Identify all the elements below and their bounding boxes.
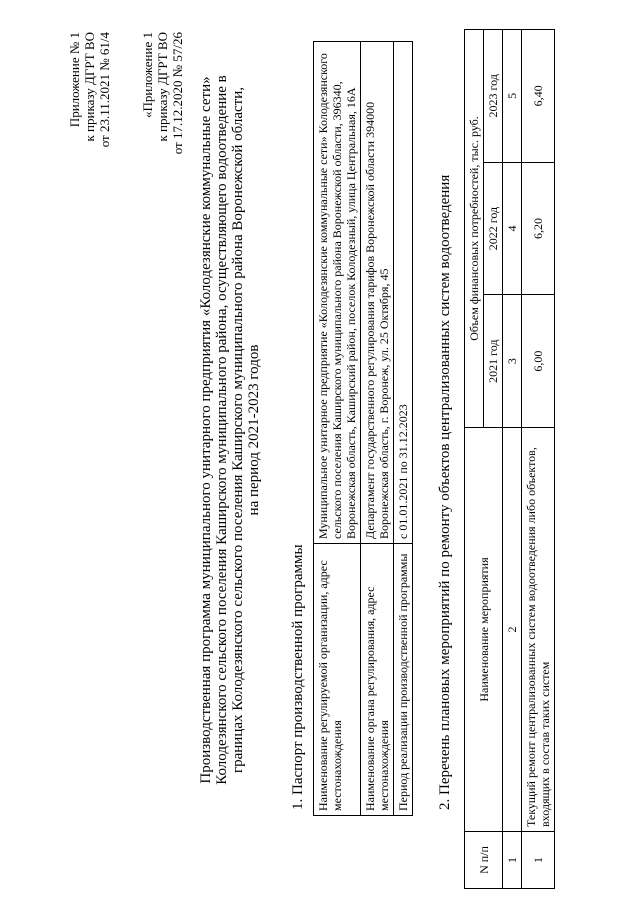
year-header: 2023 год: [484, 30, 503, 163]
row-name: Текущий ремонт централизованных систем водоотведения либо объектов, входящих в состав таких систем: [522, 428, 555, 832]
plan-table: [464, 29, 555, 889]
header-row: [465, 30, 484, 889]
table-row: [361, 42, 394, 816]
annex-line: от 23.11.2021 № 61/4: [97, 32, 112, 148]
index-cell: 5: [503, 30, 522, 163]
annex-line: к приказу ДГРТ ВО: [82, 32, 97, 142]
value-2023: 6,40: [522, 30, 555, 163]
year-header: 2022 год: [484, 162, 503, 295]
title-line: Производственная программа муниципального унитарного предприятия «Колодезянские коммунальные сети»: [198, 76, 214, 784]
col-num-header: N п/п: [465, 832, 503, 889]
row-label: Наименование органа регулирования, адрес местонахождения: [361, 544, 394, 816]
index-cell: 2: [503, 428, 522, 832]
table-row: [394, 42, 413, 816]
row-value: Муниципальное унитарное предприятие «Колодезянские коммунальные сети» Колодезянского сельского поселения Каширского муниципального района Воронежской области, 396340, Воронежская область, Каширский район, поселок Колодезный, улица Центральная, 16А: [314, 42, 361, 544]
row-num: 1: [522, 832, 555, 889]
annex-current: [67, 32, 112, 147]
annex-line: от 17.12.2020 № 57/26: [170, 32, 185, 155]
index-cell: 1: [503, 832, 522, 889]
section1-heading: 1. Паспорт производственной программы: [290, 544, 306, 810]
title-line: Колодезянского сельского поселения Каширского муниципального района, осуществляющего водоотведение в: [214, 75, 230, 785]
col-volume-header: Объем финансовых потребностей, тыс. руб.: [465, 30, 484, 428]
document-title: [198, 15, 262, 845]
index-cell: 4: [503, 162, 522, 295]
row-value: Департамент государственного регулирования тарифов Воронежской области 394000 Воронежская область, г. Воронеж, ул. 25 Октября, 45: [361, 42, 394, 544]
index-row: [503, 30, 522, 889]
annex-previous: [140, 32, 185, 154]
value-2022: 6,20: [522, 162, 555, 295]
value-2021: 6,00: [522, 295, 555, 428]
row-label: Период реализации производственной программы: [394, 544, 413, 816]
index-cell: 3: [503, 295, 522, 428]
row-value: с 01.01.2021 по 31.12.2023: [394, 42, 413, 544]
passport-table: [313, 41, 413, 816]
table-row: [522, 30, 555, 889]
title-line: на период 2021-2023 годов: [246, 344, 262, 516]
col-name-header: Наименование мероприятия: [465, 428, 503, 832]
year-header: 2021 год: [484, 295, 503, 428]
table-row: [314, 42, 361, 816]
row-label: Наименование регулируемой организации, адрес местонахождения: [314, 544, 361, 816]
annex-line: «Приложение 1: [140, 32, 155, 119]
title-line: границах Колодезянского сельского поселения Каширского муниципального района Воронежской области,: [230, 86, 246, 774]
annex-line: к приказу ДГРТ ВО: [155, 32, 170, 142]
annex-line: Приложение № 1: [67, 32, 82, 128]
section2-heading: 2. Перечень плановых мероприятий по ремонту объектов централизованных систем водоотведения: [437, 174, 453, 810]
